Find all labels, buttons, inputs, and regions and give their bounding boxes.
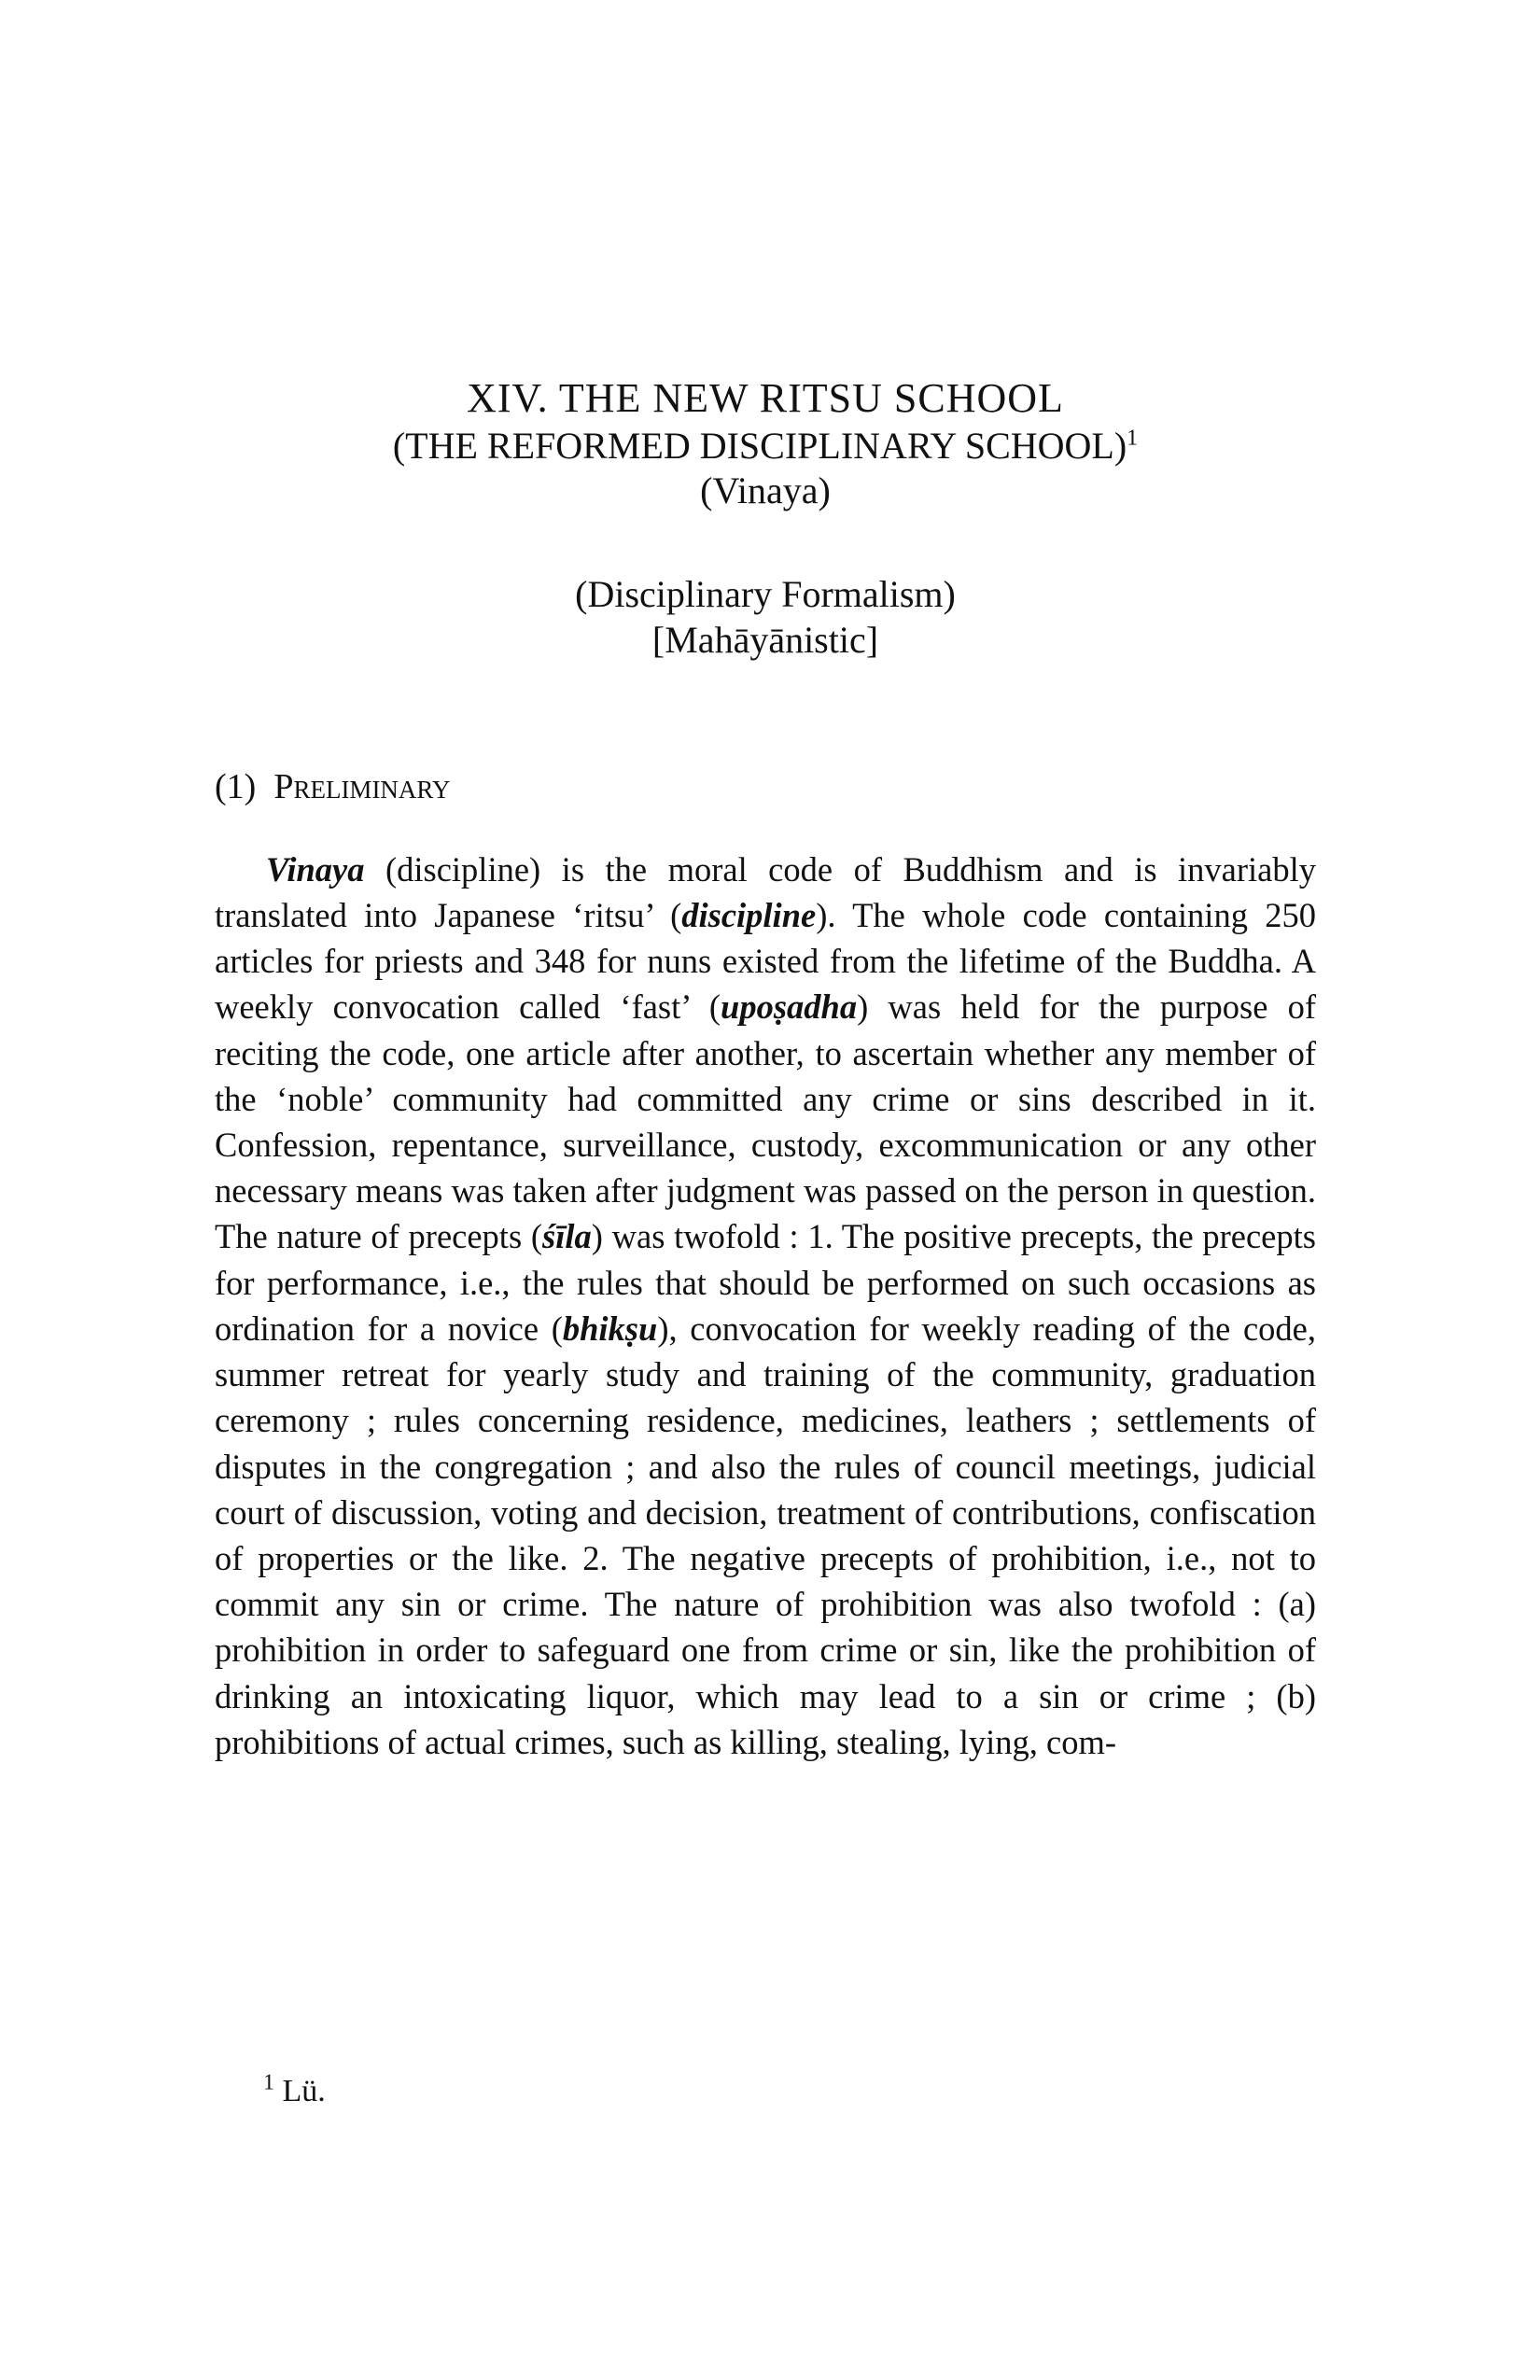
italic-term: bhikṣu: [562, 1309, 658, 1348]
section-number: (1): [215, 766, 257, 806]
paragraph-text-run: ), convocation for weekly reading of the code, summer retreat for yearly study and training of the community, graduation ceremony ; rules concerning residence, medicines, leathers ; settlements of disputes in the congregation ; and also the rules of council meetings, judicial court of discussion, voting and decision, treatment of contributions, confiscation of properties or the like. 2. The negative precepts of prohibition, i.e., not to commit any sin or crime. The nature of prohibition was also twofold : (a) prohibition in order to safeguard one from crime or sin, like the prohibition of drinking an intoxicating liquor, which may lead to a sin or crime ; (b) prohibitions of actual crimes, such as killing, stealing, lying, com-: [215, 1309, 1316, 1761]
school-classification: [Mahāyānistic]: [651, 619, 879, 662]
footnote-reference: 1: [1127, 426, 1139, 451]
sanskrit-name: (Vinaya): [700, 469, 831, 512]
chapter-title: XIV. THE NEW RITSU SCHOOL: [467, 375, 1064, 421]
footnote-mark: 1: [263, 2070, 274, 2095]
italic-term: śīla: [542, 1217, 592, 1256]
italic-term: Vinaya: [266, 849, 365, 889]
body-paragraph: [215, 847, 1316, 1765]
chapter-subtitle: [215, 424, 1316, 469]
paragraph-text-run: ) was held for the purpose of reciting the code, one article after another, to ascertain whether any member of the ‘noble’ community had committed any crime or sins described in it. Confession, repentance, surveillance, custody, excommunication or any other necessary means was taken after judgment was passed on the person in question. The nature of precepts (: [215, 987, 1316, 1256]
school-characterization: (Disciplinary Formalism): [575, 573, 956, 616]
italic-term: upoṣadha: [721, 987, 858, 1027]
section-title: Preliminary: [273, 766, 451, 806]
document-page: [215, 373, 1316, 1799]
paragraph-text-run: (discipline) is the moral code of Buddhism and is invariably translated into Japanese ‘ritsu’ (: [215, 849, 1316, 935]
paragraph-text-run: ) was twofold : 1. The positive precepts, the precepts for performance, i.e., the rules that should be performed on such occasions as ordination for a novice (: [215, 1217, 1316, 1348]
title-spacer: [215, 514, 1316, 572]
section-heading: [215, 766, 1316, 807]
italic-term: discipline: [681, 896, 817, 935]
subtitle-text: (THE REFORMED DISCIPLINARY SCHOOL): [392, 424, 1127, 467]
paragraph-text-run: ). The whole code containing 250 articles for priests and 348 for nuns existed from the lifetime of the Buddha. A weekly convocation called ‘fast’ (: [215, 896, 1316, 1027]
title-block: [215, 373, 1316, 664]
footnote-text: Lü.: [282, 2074, 326, 2108]
footnote: [263, 2070, 326, 2109]
